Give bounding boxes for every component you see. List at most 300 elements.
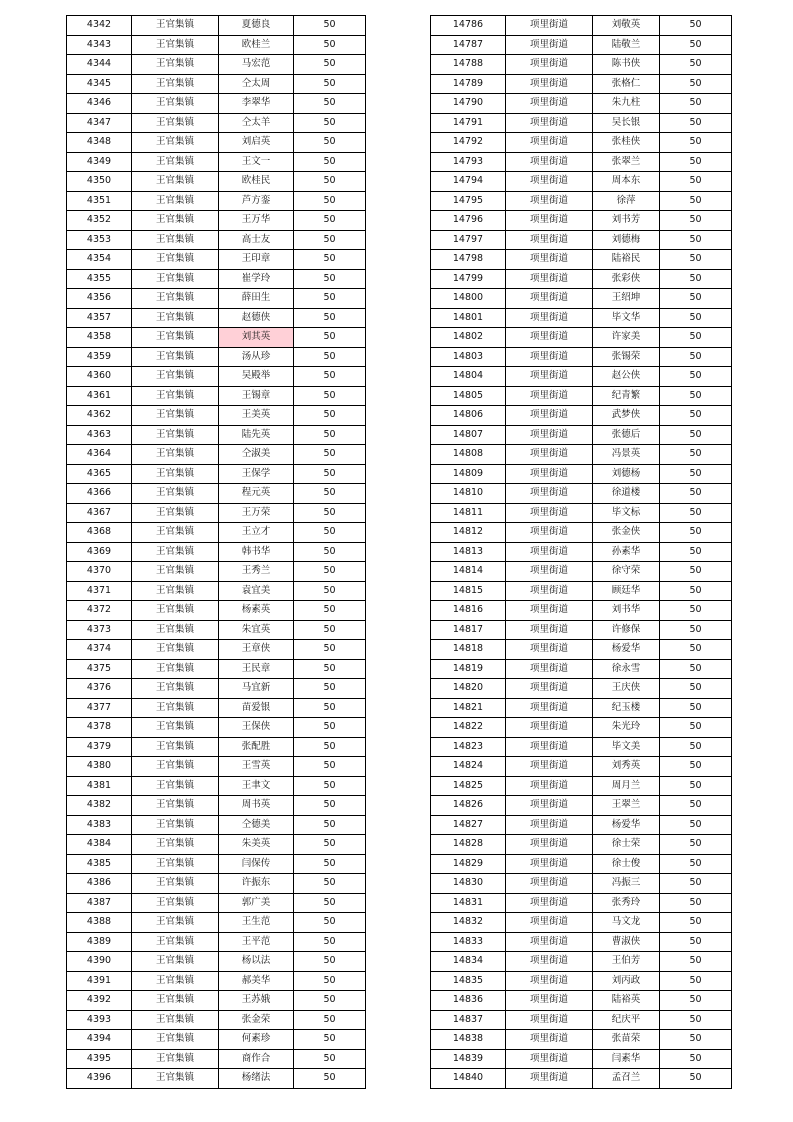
town-cell: 王官集镇 bbox=[132, 74, 219, 94]
row-id-cell: 4396 bbox=[67, 1069, 132, 1089]
table-row bbox=[431, 445, 732, 465]
table-row bbox=[67, 737, 366, 757]
row-id-cell: 4365 bbox=[67, 464, 132, 484]
table-row bbox=[431, 484, 732, 504]
name-cell: 王苏娥 bbox=[219, 991, 294, 1011]
amount-cell: 50 bbox=[660, 386, 732, 406]
table-row bbox=[67, 698, 366, 718]
row-id-cell: 14838 bbox=[431, 1030, 506, 1050]
name-cell: 薛田生 bbox=[219, 289, 294, 309]
amount-cell: 50 bbox=[294, 874, 366, 894]
row-id-cell: 4373 bbox=[67, 620, 132, 640]
amount-cell: 50 bbox=[660, 133, 732, 153]
town-cell: 王官集镇 bbox=[132, 55, 219, 75]
table-row bbox=[431, 991, 732, 1011]
amount-cell: 50 bbox=[294, 913, 366, 933]
name-cell: 王美英 bbox=[219, 406, 294, 426]
row-id-cell: 4383 bbox=[67, 815, 132, 835]
name-cell: 周月兰 bbox=[593, 776, 660, 796]
table-row bbox=[431, 659, 732, 679]
row-id-cell: 4361 bbox=[67, 386, 132, 406]
name-cell: 郭广美 bbox=[219, 893, 294, 913]
row-id-cell: 4348 bbox=[67, 133, 132, 153]
table-row bbox=[67, 74, 366, 94]
town-cell: 项里街道 bbox=[506, 55, 593, 75]
town-cell: 项里街道 bbox=[506, 796, 593, 816]
name-cell: 张翠兰 bbox=[593, 152, 660, 172]
name-cell: 王印章 bbox=[219, 250, 294, 270]
amount-cell: 50 bbox=[660, 152, 732, 172]
name-cell: 朱九柱 bbox=[593, 94, 660, 114]
row-id-cell: 4392 bbox=[67, 991, 132, 1011]
row-id-cell: 14810 bbox=[431, 484, 506, 504]
table-row bbox=[431, 94, 732, 114]
amount-cell: 50 bbox=[660, 172, 732, 192]
amount-cell: 50 bbox=[294, 835, 366, 855]
name-cell: 杨爱华 bbox=[593, 815, 660, 835]
amount-cell: 50 bbox=[294, 425, 366, 445]
table-row bbox=[431, 269, 732, 289]
amount-cell: 50 bbox=[294, 308, 366, 328]
table-row bbox=[431, 640, 732, 660]
name-cell: 欧桂兰 bbox=[219, 35, 294, 55]
table-row bbox=[67, 113, 366, 133]
name-cell: 崔学玲 bbox=[219, 269, 294, 289]
table-row bbox=[67, 55, 366, 75]
table-row bbox=[431, 55, 732, 75]
row-id-cell: 4393 bbox=[67, 1010, 132, 1030]
town-cell: 项里街道 bbox=[506, 347, 593, 367]
table-row bbox=[431, 718, 732, 738]
town-cell: 项里街道 bbox=[506, 737, 593, 757]
table-row bbox=[67, 211, 366, 231]
town-cell: 项里街道 bbox=[506, 289, 593, 309]
amount-cell: 50 bbox=[660, 464, 732, 484]
row-id-cell: 4375 bbox=[67, 659, 132, 679]
table-row bbox=[67, 757, 366, 777]
row-id-cell: 14814 bbox=[431, 562, 506, 582]
town-cell: 王官集镇 bbox=[132, 796, 219, 816]
row-id-cell: 14792 bbox=[431, 133, 506, 153]
row-id-cell: 4369 bbox=[67, 542, 132, 562]
amount-cell: 50 bbox=[294, 269, 366, 289]
row-id-cell: 4363 bbox=[67, 425, 132, 445]
table-row bbox=[67, 152, 366, 172]
town-cell: 项里街道 bbox=[506, 425, 593, 445]
name-cell: 刘书芳 bbox=[593, 211, 660, 231]
row-id-cell: 4342 bbox=[67, 16, 132, 36]
row-id-cell: 14790 bbox=[431, 94, 506, 114]
town-cell: 王官集镇 bbox=[132, 94, 219, 114]
table-row bbox=[431, 113, 732, 133]
table-row bbox=[431, 698, 732, 718]
table-row bbox=[67, 932, 366, 952]
name-cell: 王万荣 bbox=[219, 503, 294, 523]
name-cell: 王雪英 bbox=[219, 757, 294, 777]
row-id-cell: 14816 bbox=[431, 601, 506, 621]
amount-cell: 50 bbox=[294, 815, 366, 835]
row-id-cell: 14830 bbox=[431, 874, 506, 894]
name-cell: 毕文标 bbox=[593, 503, 660, 523]
amount-cell: 50 bbox=[294, 581, 366, 601]
amount-cell: 50 bbox=[294, 659, 366, 679]
town-cell: 王官集镇 bbox=[132, 601, 219, 621]
row-id-cell: 4382 bbox=[67, 796, 132, 816]
table-row bbox=[431, 1049, 732, 1069]
town-cell: 王官集镇 bbox=[132, 874, 219, 894]
name-cell: 何素珍 bbox=[219, 1030, 294, 1050]
name-cell: 孟召兰 bbox=[593, 1069, 660, 1089]
table-row bbox=[431, 406, 732, 426]
town-cell: 王官集镇 bbox=[132, 737, 219, 757]
town-cell: 项里街道 bbox=[506, 835, 593, 855]
name-cell: 王秀兰 bbox=[219, 562, 294, 582]
amount-cell: 50 bbox=[294, 328, 366, 348]
table-row bbox=[67, 1030, 366, 1050]
amount-cell: 50 bbox=[660, 542, 732, 562]
amount-cell: 50 bbox=[294, 191, 366, 211]
name-cell: 王平范 bbox=[219, 932, 294, 952]
town-cell: 项里街道 bbox=[506, 542, 593, 562]
row-id-cell: 14835 bbox=[431, 971, 506, 991]
name-cell: 杨素英 bbox=[219, 601, 294, 621]
amount-cell: 50 bbox=[660, 679, 732, 699]
table-row bbox=[431, 796, 732, 816]
town-cell: 项里街道 bbox=[506, 971, 593, 991]
town-cell: 王官集镇 bbox=[132, 406, 219, 426]
name-cell: 许修保 bbox=[593, 620, 660, 640]
town-cell: 项里街道 bbox=[506, 1069, 593, 1089]
name-cell: 王保侠 bbox=[219, 718, 294, 738]
amount-cell: 50 bbox=[294, 172, 366, 192]
name-cell: 陆裕英 bbox=[593, 991, 660, 1011]
row-id-cell: 14811 bbox=[431, 503, 506, 523]
name-cell: 王保学 bbox=[219, 464, 294, 484]
row-id-cell: 14839 bbox=[431, 1049, 506, 1069]
table-row bbox=[67, 815, 366, 835]
amount-cell: 50 bbox=[660, 601, 732, 621]
town-cell: 项里街道 bbox=[506, 1010, 593, 1030]
name-cell: 刘德杨 bbox=[593, 464, 660, 484]
name-cell: 马宜新 bbox=[219, 679, 294, 699]
town-cell: 项里街道 bbox=[506, 445, 593, 465]
name-cell: 张格仁 bbox=[593, 74, 660, 94]
name-cell: 王章侠 bbox=[219, 640, 294, 660]
name-cell: 汤从珍 bbox=[219, 347, 294, 367]
town-cell: 王官集镇 bbox=[132, 1010, 219, 1030]
amount-cell: 50 bbox=[294, 1069, 366, 1089]
row-id-cell: 4352 bbox=[67, 211, 132, 231]
row-id-cell: 4358 bbox=[67, 328, 132, 348]
name-cell: 刘丙政 bbox=[593, 971, 660, 991]
table-row bbox=[431, 367, 732, 387]
row-id-cell: 14795 bbox=[431, 191, 506, 211]
row-id-cell: 14831 bbox=[431, 893, 506, 913]
row-id-cell: 4377 bbox=[67, 698, 132, 718]
name-cell: 毕文华 bbox=[593, 308, 660, 328]
row-id-cell: 4395 bbox=[67, 1049, 132, 1069]
table-row bbox=[67, 464, 366, 484]
name-cell: 张桂侠 bbox=[593, 133, 660, 153]
town-cell: 王官集镇 bbox=[132, 445, 219, 465]
row-id-cell: 4364 bbox=[67, 445, 132, 465]
name-cell: 王民章 bbox=[219, 659, 294, 679]
row-id-cell: 14801 bbox=[431, 308, 506, 328]
amount-cell: 50 bbox=[660, 230, 732, 250]
table-row bbox=[67, 425, 366, 445]
table-row bbox=[431, 133, 732, 153]
amount-cell: 50 bbox=[660, 1069, 732, 1089]
amount-cell: 50 bbox=[294, 893, 366, 913]
row-id-cell: 4374 bbox=[67, 640, 132, 660]
amount-cell: 50 bbox=[660, 503, 732, 523]
table-row bbox=[431, 815, 732, 835]
table-row bbox=[431, 562, 732, 582]
table-row bbox=[67, 94, 366, 114]
town-cell: 项里街道 bbox=[506, 874, 593, 894]
table-row bbox=[67, 835, 366, 855]
row-id-cell: 14809 bbox=[431, 464, 506, 484]
table-row bbox=[431, 601, 732, 621]
town-cell: 王官集镇 bbox=[132, 776, 219, 796]
town-cell: 王官集镇 bbox=[132, 854, 219, 874]
town-cell: 王官集镇 bbox=[132, 640, 219, 660]
amount-cell: 50 bbox=[294, 289, 366, 309]
town-cell: 项里街道 bbox=[506, 718, 593, 738]
table-row bbox=[431, 913, 732, 933]
town-cell: 王官集镇 bbox=[132, 542, 219, 562]
amount-cell: 50 bbox=[294, 718, 366, 738]
table-row bbox=[67, 562, 366, 582]
row-id-cell: 14836 bbox=[431, 991, 506, 1011]
row-id-cell: 14821 bbox=[431, 698, 506, 718]
table-row bbox=[67, 601, 366, 621]
table-row bbox=[431, 971, 732, 991]
row-id-cell: 14798 bbox=[431, 250, 506, 270]
name-cell: 张秀玲 bbox=[593, 893, 660, 913]
row-id-cell: 14813 bbox=[431, 542, 506, 562]
table-row bbox=[431, 952, 732, 972]
table-row bbox=[431, 542, 732, 562]
amount-cell: 50 bbox=[294, 991, 366, 1011]
amount-cell: 50 bbox=[660, 55, 732, 75]
table-row bbox=[67, 328, 366, 348]
table-row bbox=[67, 484, 366, 504]
amount-cell: 50 bbox=[660, 211, 732, 231]
row-id-cell: 14837 bbox=[431, 1010, 506, 1030]
table-row bbox=[67, 133, 366, 153]
table-row bbox=[67, 347, 366, 367]
row-id-cell: 4355 bbox=[67, 269, 132, 289]
amount-cell: 50 bbox=[660, 757, 732, 777]
table-row bbox=[431, 776, 732, 796]
amount-cell: 50 bbox=[660, 562, 732, 582]
amount-cell: 50 bbox=[294, 113, 366, 133]
name-cell: 张配胜 bbox=[219, 737, 294, 757]
name-cell: 闫素华 bbox=[593, 1049, 660, 1069]
name-cell: 徐永雪 bbox=[593, 659, 660, 679]
name-cell: 王文一 bbox=[219, 152, 294, 172]
row-id-cell: 4380 bbox=[67, 757, 132, 777]
town-cell: 王官集镇 bbox=[132, 562, 219, 582]
table-row bbox=[67, 503, 366, 523]
town-cell: 项里街道 bbox=[506, 16, 593, 36]
amount-cell: 50 bbox=[294, 542, 366, 562]
town-cell: 项里街道 bbox=[506, 308, 593, 328]
table-row bbox=[67, 718, 366, 738]
row-id-cell: 4394 bbox=[67, 1030, 132, 1050]
name-cell: 冯景英 bbox=[593, 445, 660, 465]
row-id-cell: 14829 bbox=[431, 854, 506, 874]
town-cell: 王官集镇 bbox=[132, 1069, 219, 1089]
name-cell: 刘其英 bbox=[219, 328, 294, 348]
amount-cell: 50 bbox=[660, 932, 732, 952]
table-row bbox=[67, 952, 366, 972]
town-cell: 王官集镇 bbox=[132, 523, 219, 543]
table-row bbox=[431, 152, 732, 172]
town-cell: 项里街道 bbox=[506, 74, 593, 94]
table-row bbox=[67, 289, 366, 309]
row-id-cell: 4389 bbox=[67, 932, 132, 952]
row-id-cell: 14786 bbox=[431, 16, 506, 36]
row-id-cell: 14825 bbox=[431, 776, 506, 796]
name-cell: 陆先英 bbox=[219, 425, 294, 445]
table-row bbox=[431, 620, 732, 640]
amount-cell: 50 bbox=[660, 35, 732, 55]
amount-cell: 50 bbox=[660, 971, 732, 991]
row-id-cell: 14800 bbox=[431, 289, 506, 309]
town-cell: 王官集镇 bbox=[132, 289, 219, 309]
table-row bbox=[67, 776, 366, 796]
town-cell: 王官集镇 bbox=[132, 464, 219, 484]
town-cell: 项里街道 bbox=[506, 250, 593, 270]
town-cell: 王官集镇 bbox=[132, 386, 219, 406]
name-cell: 许振东 bbox=[219, 874, 294, 894]
row-id-cell: 4366 bbox=[67, 484, 132, 504]
name-cell: 王庆侠 bbox=[593, 679, 660, 699]
row-id-cell: 14824 bbox=[431, 757, 506, 777]
town-cell: 王官集镇 bbox=[132, 347, 219, 367]
name-cell: 陈书侠 bbox=[593, 55, 660, 75]
name-cell: 仝淑美 bbox=[219, 445, 294, 465]
row-id-cell: 4353 bbox=[67, 230, 132, 250]
roster-table-right-body bbox=[431, 16, 732, 1089]
amount-cell: 50 bbox=[294, 932, 366, 952]
table-row bbox=[67, 16, 366, 36]
table-row bbox=[431, 523, 732, 543]
name-cell: 徐守荣 bbox=[593, 562, 660, 582]
table-row bbox=[431, 835, 732, 855]
name-cell: 王伯芳 bbox=[593, 952, 660, 972]
row-id-cell: 14819 bbox=[431, 659, 506, 679]
amount-cell: 50 bbox=[294, 250, 366, 270]
table-row bbox=[431, 328, 732, 348]
town-cell: 项里街道 bbox=[506, 679, 593, 699]
town-cell: 项里街道 bbox=[506, 815, 593, 835]
name-cell: 赵德侠 bbox=[219, 308, 294, 328]
town-cell: 王官集镇 bbox=[132, 893, 219, 913]
table-row bbox=[431, 211, 732, 231]
town-cell: 王官集镇 bbox=[132, 16, 219, 36]
name-cell: 朱光玲 bbox=[593, 718, 660, 738]
row-id-cell: 4350 bbox=[67, 172, 132, 192]
amount-cell: 50 bbox=[294, 367, 366, 387]
table-row bbox=[67, 406, 366, 426]
town-cell: 项里街道 bbox=[506, 230, 593, 250]
table-row bbox=[67, 230, 366, 250]
town-cell: 项里街道 bbox=[506, 952, 593, 972]
name-cell: 仝德美 bbox=[219, 815, 294, 835]
name-cell: 杨爱华 bbox=[593, 640, 660, 660]
amount-cell: 50 bbox=[294, 952, 366, 972]
name-cell: 刘德梅 bbox=[593, 230, 660, 250]
town-cell: 项里街道 bbox=[506, 94, 593, 114]
table-row bbox=[67, 893, 366, 913]
row-id-cell: 4391 bbox=[67, 971, 132, 991]
amount-cell: 50 bbox=[660, 523, 732, 543]
name-cell: 张锡荣 bbox=[593, 347, 660, 367]
amount-cell: 50 bbox=[294, 620, 366, 640]
town-cell: 项里街道 bbox=[506, 503, 593, 523]
row-id-cell: 4349 bbox=[67, 152, 132, 172]
table-row bbox=[67, 250, 366, 270]
amount-cell: 50 bbox=[660, 367, 732, 387]
roster-table-right bbox=[430, 15, 732, 1089]
name-cell: 仝太周 bbox=[219, 74, 294, 94]
table-row bbox=[67, 523, 366, 543]
table-row bbox=[67, 386, 366, 406]
amount-cell: 50 bbox=[660, 854, 732, 874]
town-cell: 项里街道 bbox=[506, 133, 593, 153]
amount-cell: 50 bbox=[294, 776, 366, 796]
town-cell: 王官集镇 bbox=[132, 835, 219, 855]
amount-cell: 50 bbox=[660, 874, 732, 894]
amount-cell: 50 bbox=[660, 269, 732, 289]
amount-cell: 50 bbox=[660, 796, 732, 816]
amount-cell: 50 bbox=[294, 1030, 366, 1050]
row-id-cell: 14817 bbox=[431, 620, 506, 640]
town-cell: 项里街道 bbox=[506, 698, 593, 718]
table-row bbox=[67, 620, 366, 640]
name-cell: 王生范 bbox=[219, 913, 294, 933]
amount-cell: 50 bbox=[660, 835, 732, 855]
row-id-cell: 4354 bbox=[67, 250, 132, 270]
amount-cell: 50 bbox=[294, 94, 366, 114]
amount-cell: 50 bbox=[294, 523, 366, 543]
row-id-cell: 14807 bbox=[431, 425, 506, 445]
name-cell: 马文龙 bbox=[593, 913, 660, 933]
name-cell: 王绍坤 bbox=[593, 289, 660, 309]
town-cell: 项里街道 bbox=[506, 464, 593, 484]
town-cell: 王官集镇 bbox=[132, 191, 219, 211]
name-cell: 顾廷华 bbox=[593, 581, 660, 601]
amount-cell: 50 bbox=[294, 1049, 366, 1069]
town-cell: 王官集镇 bbox=[132, 718, 219, 738]
amount-cell: 50 bbox=[294, 16, 366, 36]
town-cell: 王官集镇 bbox=[132, 484, 219, 504]
amount-cell: 50 bbox=[660, 347, 732, 367]
town-cell: 项里街道 bbox=[506, 991, 593, 1011]
row-id-cell: 14799 bbox=[431, 269, 506, 289]
amount-cell: 50 bbox=[294, 562, 366, 582]
town-cell: 项里街道 bbox=[506, 1030, 593, 1050]
table-row bbox=[67, 913, 366, 933]
amount-cell: 50 bbox=[660, 191, 732, 211]
amount-cell: 50 bbox=[660, 406, 732, 426]
town-cell: 王官集镇 bbox=[132, 757, 219, 777]
town-cell: 王官集镇 bbox=[132, 952, 219, 972]
row-id-cell: 14826 bbox=[431, 796, 506, 816]
